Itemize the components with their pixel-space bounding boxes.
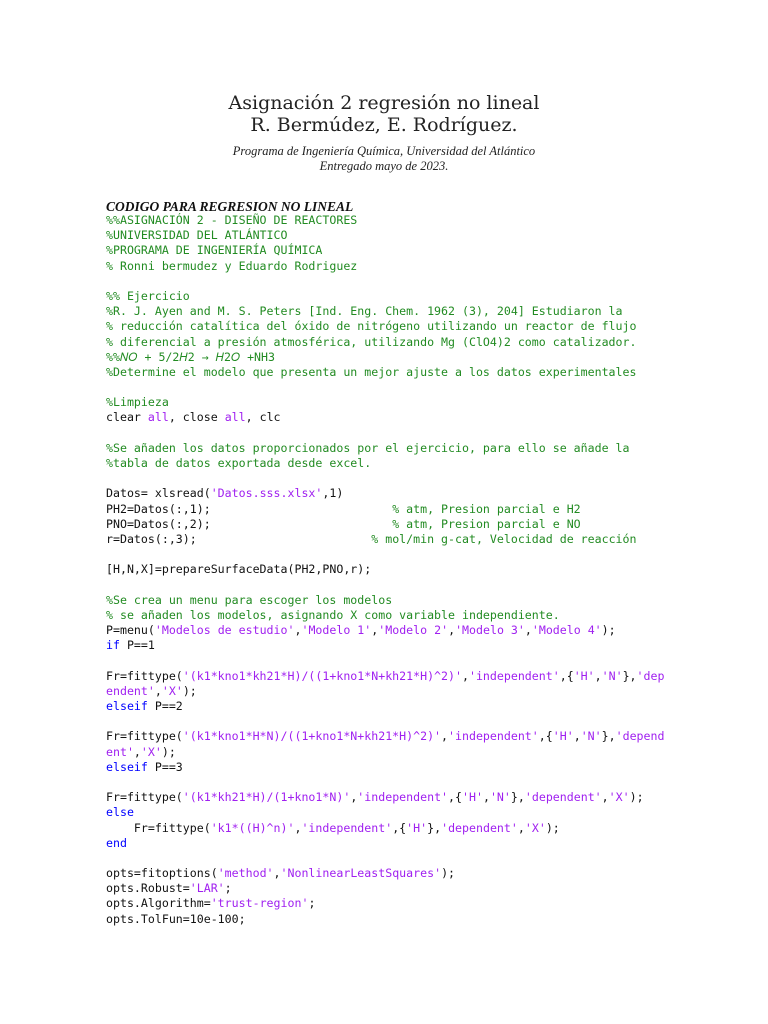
code-comment: % diferencial a presión atmosférica, utilizando Mg (ClO4)2 como catalizador.	[106, 334, 637, 349]
code-string: 'Modelo 4'	[531, 623, 602, 638]
code-text: ,	[517, 820, 525, 835]
code-text: );	[545, 820, 560, 835]
document-affiliation: Programa de Ingeniería Química, Universidad del Atlántico	[232, 144, 536, 158]
code-comment: %UNIVERSIDAD DEL ATLÁNTICO	[106, 228, 288, 243]
code-text: ;	[308, 896, 316, 911]
code-text: ,1)	[322, 486, 344, 501]
code-line	[106, 821, 664, 836]
code-line	[106, 669, 664, 684]
code-string: 'X'	[140, 744, 162, 759]
code-text: );	[601, 623, 616, 638]
code-text: ,	[350, 790, 358, 805]
code-block	[106, 213, 664, 927]
code-text: ,	[133, 744, 141, 759]
document-delivery-date: Entregado mayo de 2023.	[319, 159, 449, 173]
code-text: ,{	[392, 820, 407, 835]
code-line	[106, 380, 664, 395]
code-line	[106, 638, 664, 653]
code-line	[106, 395, 664, 410]
code-line	[106, 760, 664, 775]
section-heading: CODIGO PARA REGRESION NO LINEAL	[106, 199, 354, 214]
code-string: 'Datos.sss.xlsx'	[210, 486, 323, 501]
code-keyword: else	[106, 805, 134, 820]
code-line	[106, 228, 664, 243]
code-text: , close	[168, 410, 225, 425]
code-keyword: end	[106, 835, 127, 850]
code-keyword: elseif	[106, 759, 148, 774]
code-text: ,	[524, 623, 532, 638]
code-line	[106, 365, 664, 380]
code-line	[106, 836, 664, 851]
code-line	[106, 790, 664, 805]
code-line	[106, 410, 664, 425]
code-string: 'X'	[161, 683, 183, 698]
code-string: 'Modelo 1'	[301, 623, 372, 638]
code-string: '(k1*kh21*H)/(1+kno1*N)'	[182, 790, 351, 805]
code-comment: %PROGRAMA DE INGENIERÍA QUÍMICA	[106, 243, 323, 258]
code-string: 'N'	[489, 790, 511, 805]
code-string: 'dependent'	[441, 820, 518, 835]
code-line	[106, 486, 664, 501]
code-text: P==3	[147, 759, 183, 774]
code-text: P==2	[147, 699, 183, 713]
code-line	[106, 517, 664, 532]
code-text: Fr=fittype(	[106, 729, 183, 744]
code-line	[106, 441, 664, 456]
code-line	[106, 593, 664, 608]
code-line	[106, 684, 664, 699]
code-line	[106, 714, 664, 729]
code-line	[106, 653, 664, 668]
code-line	[106, 213, 664, 228]
code-text: );	[441, 866, 456, 881]
code-line	[106, 578, 664, 593]
code-string: 'Modelos de estudio'	[154, 623, 295, 638]
code-comment: %Se crea un menu para escoger los modelos	[106, 592, 393, 607]
code-string: 'Modelo 2'	[378, 623, 449, 638]
code-line	[106, 912, 664, 927]
code-text: ,	[294, 820, 302, 835]
code-line	[106, 881, 664, 896]
code-text: P=menu(	[106, 623, 155, 638]
code-line	[106, 699, 664, 714]
code-string: endent'	[106, 683, 155, 698]
code-string: 'Modelo 3'	[455, 623, 525, 638]
code-line	[106, 866, 664, 881]
code-string: 'LAR'	[189, 881, 225, 896]
code-text: Fr=fittype(	[106, 668, 183, 683]
code-string: 'H'	[462, 790, 483, 805]
code-line	[106, 547, 664, 562]
code-line	[106, 243, 664, 258]
code-text: ,	[482, 790, 490, 805]
code-line	[106, 289, 664, 304]
code-text: },	[601, 729, 616, 744]
code-line	[106, 896, 664, 911]
code-text: Datos= xlsread(	[106, 486, 211, 501]
code-text: Fr=fittype(	[106, 790, 183, 805]
code-text: r=Datos(:,3);	[106, 531, 372, 546]
code-string: 'H'	[406, 820, 428, 835]
code-string: 'trust-region'	[210, 896, 309, 911]
code-text: ,{	[538, 729, 553, 744]
code-comment: %%ASIGNACIÓN 2 - DISEÑO DE REACTORES	[106, 213, 358, 227]
code-line	[106, 304, 664, 319]
code-string: 'X'	[608, 790, 630, 805]
code-string: 'H'	[573, 668, 595, 683]
code-text: );	[161, 744, 176, 759]
code-string: 'independent'	[448, 729, 539, 744]
code-string: all	[147, 410, 169, 425]
code-comment: %R. J. Ayen and M. S. Peters [Ind. Eng. Chem. 1962 (3), 204] Estudiaron la	[106, 304, 623, 319]
code-text: [H,N,X]=prepareSurfaceData(PH2,PNO,r);	[106, 562, 372, 577]
code-string: all	[224, 410, 246, 425]
code-string: 'independent'	[357, 790, 449, 805]
code-string: 'X'	[524, 820, 546, 835]
code-line	[106, 532, 664, 547]
code-text: opts.Robust=	[106, 881, 190, 896]
code-line	[106, 456, 664, 471]
code-line	[106, 335, 664, 350]
code-text: opts.Algorithm=	[106, 896, 211, 911]
code-keyword: elseif	[106, 699, 148, 713]
code-text: ,{	[448, 790, 463, 805]
code-comment: % se añaden los modelos, asignando X como variable independiente.	[106, 607, 560, 622]
code-comment: % atm, Presion parcial e H2	[392, 501, 581, 516]
code-text: );	[182, 683, 197, 698]
code-line	[106, 471, 664, 486]
code-line	[106, 259, 664, 274]
code-text: ,	[441, 729, 449, 744]
code-line	[106, 426, 664, 441]
code-comment: %tabla de datos exportada desde excel.	[106, 456, 372, 470]
code-text: ,	[154, 683, 162, 698]
code-comment: %Determine el modelo que presenta un mejor ajuste a los datos experimentales	[106, 364, 637, 379]
code-text: ,	[601, 790, 609, 805]
code-text: },	[622, 668, 637, 683]
code-string: 'method'	[217, 866, 274, 881]
code-comment: %% Ejercicio	[106, 288, 190, 303]
code-text: ,	[461, 668, 469, 683]
code-string: 'N'	[580, 729, 602, 744]
code-string: 'independent'	[301, 820, 393, 835]
code-line	[106, 350, 664, 365]
code-line	[106, 562, 664, 577]
code-text: ;	[224, 881, 232, 896]
code-line	[106, 502, 664, 517]
code-string: 'depend	[615, 729, 665, 744]
code-text: ,	[573, 729, 581, 744]
code-text: ,	[448, 623, 456, 638]
code-comment: % mol/min g-cat, Velocidad de reacción	[371, 531, 637, 546]
code-string: 'H'	[552, 729, 574, 744]
document-title: Asignación 2 regresión no lineal	[228, 92, 540, 114]
code-line	[106, 608, 664, 623]
code-line	[106, 319, 664, 334]
code-line	[106, 729, 664, 744]
code-keyword: if	[106, 638, 120, 653]
code-line	[106, 851, 664, 866]
code-comment: % Ronni bermudez y Eduardo Rodriguez	[106, 258, 358, 273]
code-string: 'dependent'	[524, 790, 602, 805]
code-string: ent'	[106, 744, 134, 759]
code-line	[106, 274, 664, 289]
code-string: 'k1*((H)^n)'	[210, 820, 295, 835]
code-string: '(k1*kno1*kh21*H)/((1+kno1*N+kh21*H)^2)'	[182, 668, 462, 683]
document-authors: R. Bermúdez, E. Rodríguez.	[250, 114, 518, 136]
code-line	[106, 745, 664, 760]
code-text: },	[427, 820, 442, 835]
code-text: clear	[106, 410, 148, 425]
code-text: PH2=Datos(:,1);	[106, 501, 393, 516]
code-text: },	[510, 790, 525, 805]
code-text: ,	[594, 668, 602, 683]
code-string: 'independent'	[468, 668, 560, 683]
code-text: opts=fitoptions(	[106, 866, 218, 881]
code-comment: % atm, Presion parcial e NO	[392, 516, 581, 531]
code-text: PNO=Datos(:,2);	[106, 516, 393, 531]
code-comment: % reducción catalítica del óxido de nitrógeno utilizando un reactor de flujo	[106, 319, 637, 334]
code-string: '(k1*kno1*H*N)/((1+kno1*N+kh21*H)^2)'	[182, 729, 442, 744]
code-text: ,	[294, 623, 302, 638]
code-text: opts.TolFun=10e-100;	[106, 911, 246, 926]
code-comment: %Limpieza	[106, 395, 169, 410]
code-text: ,	[371, 623, 379, 638]
code-string: 'NonlinearLeastSquares'	[280, 866, 442, 881]
code-line	[106, 623, 664, 638]
code-text: ,	[273, 866, 281, 881]
code-line	[106, 805, 664, 820]
code-comment: %%𝑁𝑂 + 5/2𝐻2 → 𝐻2𝑂 +NH3	[106, 349, 276, 364]
code-string: 'N'	[601, 668, 623, 683]
code-line	[106, 775, 664, 790]
code-text: , clc	[245, 410, 281, 425]
code-string: 'dep	[636, 668, 665, 683]
code-text: P==1	[119, 638, 155, 653]
code-comment: %Se añaden los datos proporcionados por el ejercicio, para ello se añade la	[106, 440, 630, 455]
code-text: ,{	[559, 668, 574, 683]
code-text: Fr=fittype(	[106, 820, 211, 835]
code-text: );	[629, 790, 644, 805]
